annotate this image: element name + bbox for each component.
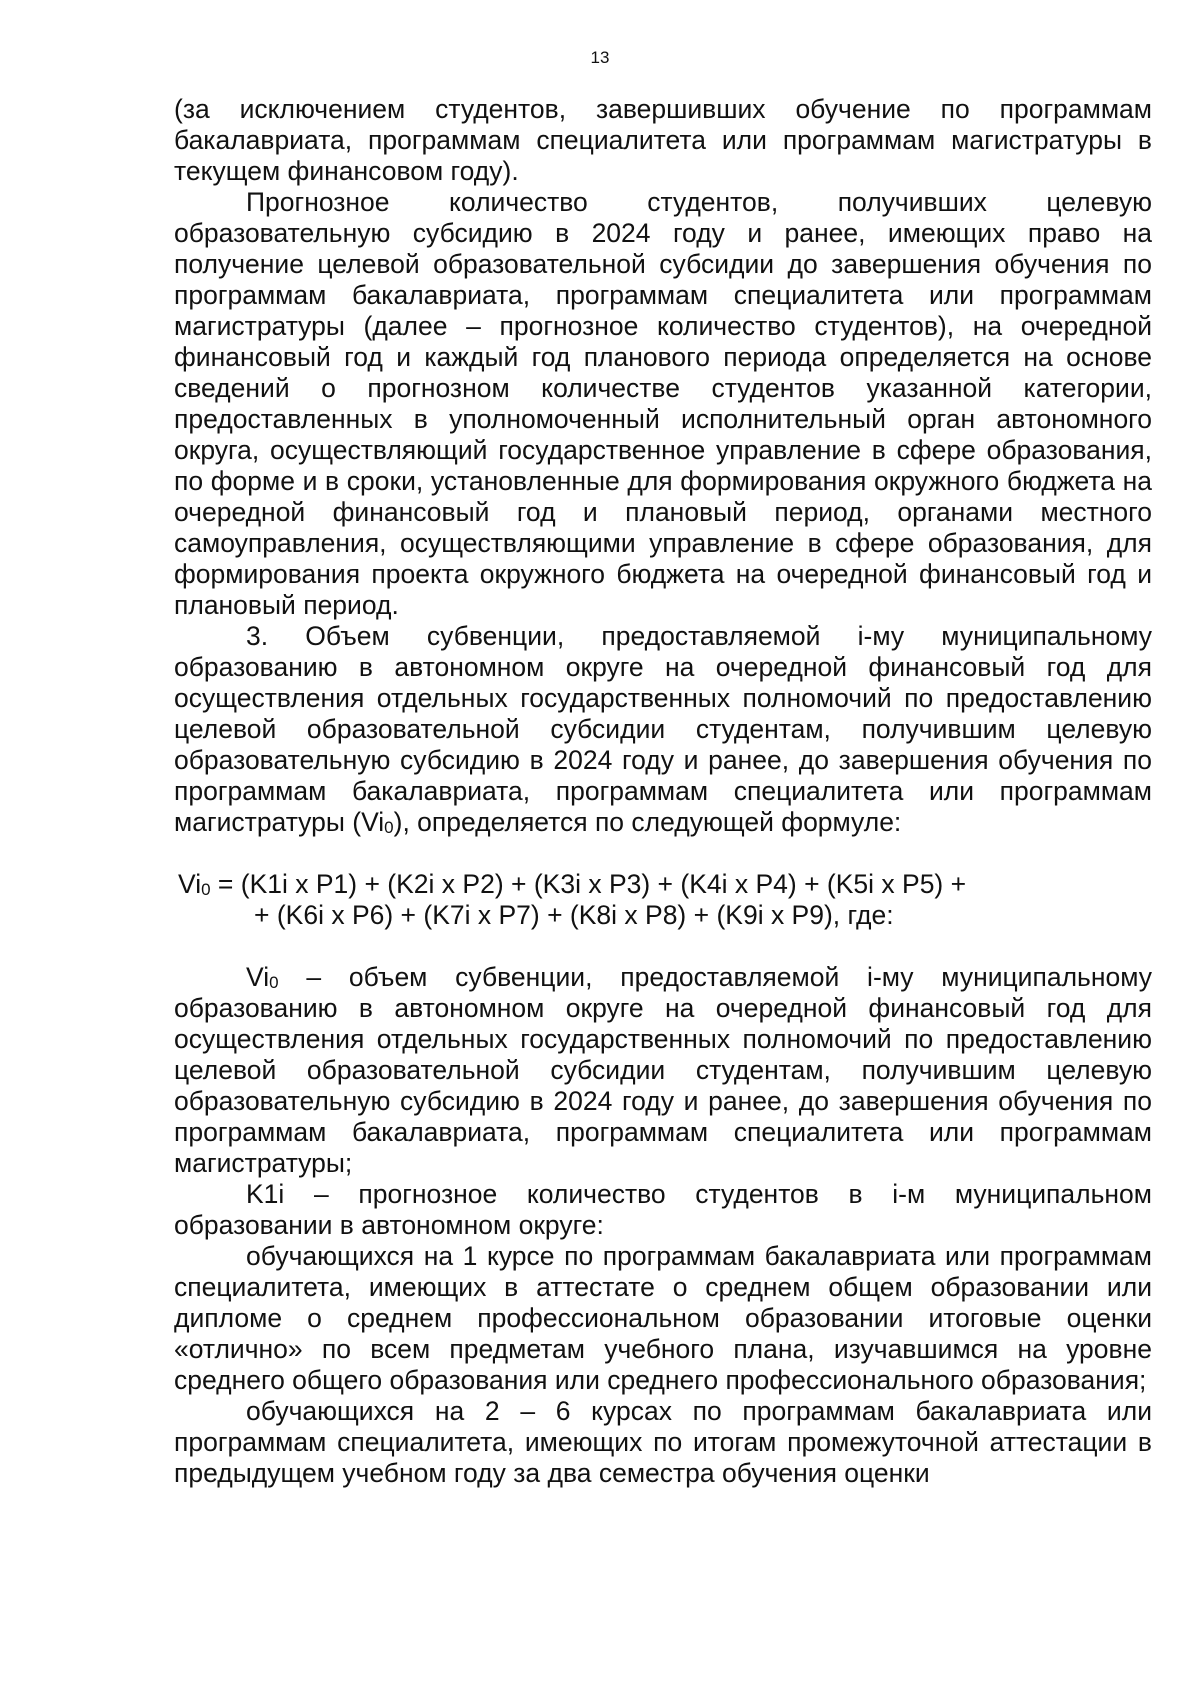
formula xyxy=(174,869,1152,931)
paragraph-subvention-text-end: ), определяется по следующей формуле: xyxy=(393,807,902,837)
paragraph-later-courses: обучающихся на 2 – 6 курсах по программам бакалавриата или программам специалитета, имеющих по итогам промежуточной аттестации в предыдущем учебном году за два семестра обучения оценки xyxy=(174,1396,1152,1488)
subscript-zero: 0 xyxy=(384,818,394,837)
paragraph-subvention-volume xyxy=(174,621,1152,838)
paragraph-continuation: (за исключением студентов, завершивших обучение по программам бакалавриата, программам специалитета или программам магистратуры в текущем финансовом году). xyxy=(174,94,1152,186)
paragraph-subvention-text: 3. Объем субвенции, предоставляемой i-му муниципальному образованию в автономном округе на очередной финансовый год для осуществления отдельных государственных полномочий по предоставлению целевой образовательной субсидии студентам, получившим целевую образовательную субсидию в 2024 году и ранее, до завершения обучения по программам бакалавриата, программам специалитета или программам магистратуры (Vi xyxy=(174,621,1152,837)
formula-terms-1: = (K1i x P1) + (K2i x P2) + (K3i x P3) + (K4i x P4) + (K5i x P5) + xyxy=(210,869,967,899)
formula-line-2: + (K6i x P6) + (K7i x P7) + (K8i x P8) + (K9i x P9), где: xyxy=(254,900,894,930)
paragraph-first-course: обучающихся на 1 курсе по программам бакалавриата или программам специалитета, имеющих в аттестате о среднем общем образовании или дипломе о среднем профессиональном образовании итоговые оценки «отлично» по всем предметам учебного плана, изучавшимся на уровне среднего общего образования или среднего профессионального образования; xyxy=(174,1241,1152,1395)
definition-text: – объем субвенции, предоставляемой i-му муниципальному образованию в автономном округе на очередной финансовый год для осуществления отдельных государственных полномочий по предоставлению целевой образовательной субсидии студентам, получившим целевую образовательную субсидию в 2024 году и ранее, до завершения обучения по программам бакалавриата, программам специалитета или программам магистратуры; xyxy=(174,962,1152,1178)
formula-line-1 xyxy=(174,869,1152,900)
formula-symbol: Vi xyxy=(178,869,202,899)
paragraph-forecast-students: Прогнозное количество студентов, получивших целевую образовательную субсидию в 2024 году и ранее, имеющих право на получение целевой образовательной субсидии до завершения обучения по программам бакалавриата, программам специалитета или программам магистратуры (далее – прогнозное количество студентов), на очередной финансовый год и каждый год планового периода определяется на основе сведений о прогнозном количестве студентов указанной категории, предоставленных в уполномоченный исполнительный орган автономного округа, осуществляющий государственное управление в сфере образования, по форме и в сроки, установленные для формирования окружного бюджета на очередной финансовый год и плановый период, органами местного самоуправления, осуществляющими управление в сфере образования, для формирования проекта окружного бюджета на очередной финансовый год и плановый период. xyxy=(174,187,1152,620)
definition-subscript: 0 xyxy=(269,973,279,992)
formula-subscript: 0 xyxy=(201,880,211,899)
document-body xyxy=(174,94,1152,1489)
paragraph-k1i-definition: K1i – прогнозное количество студентов в i-м муниципальном образовании в автономном округе: xyxy=(174,1179,1152,1240)
definition-symbol: Vi xyxy=(246,962,270,992)
page-number: 13 xyxy=(590,48,610,67)
paragraph-vi0-definition xyxy=(174,962,1152,1179)
